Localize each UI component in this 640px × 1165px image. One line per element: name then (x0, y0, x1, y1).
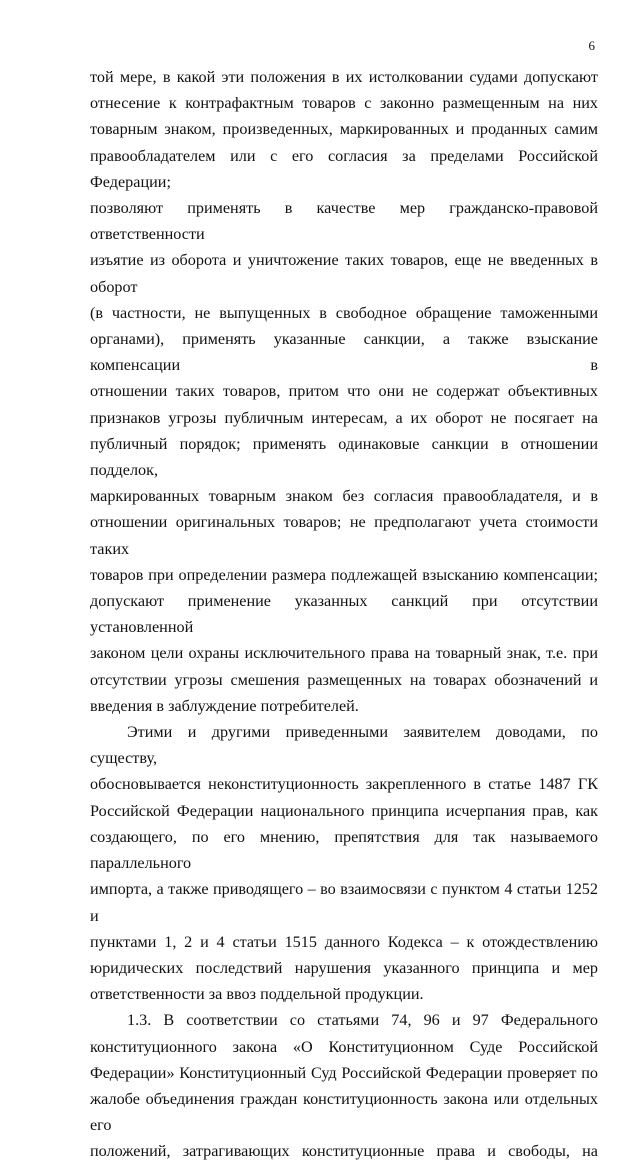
text-line: органами), применять указанные санкции, а также взыскание компенсации в (90, 330, 598, 375)
text-line: 1.3. В соответствии со статьями 74, 96 и 97 Федерального (127, 1011, 598, 1030)
text-line: товаров при определении размера подлежащей взысканию компенсации; (90, 565, 598, 584)
text-line: обосновывается неконституционность закрепленного в статье 1487 ГК (90, 775, 598, 794)
text-line: отношении оригинальных товаров; не предполагают учета стоимости таких (90, 513, 598, 558)
text-line: пунктами 1, 2 и 4 статьи 1515 данного Кодекса – к отождествлению (90, 932, 598, 951)
text-line: маркированных товарным знаком без согласия правообладателя, и в (90, 487, 598, 506)
page-number: 6 (588, 38, 595, 53)
text-line: юридических последствий нарушения указанного принципа и мер (90, 958, 598, 977)
text-line: допускают применение указанных санкций при отсутствии установленной (90, 592, 598, 637)
text-line: товарным знаком, произведенных, маркированных и проданных самим (90, 120, 598, 139)
text-line: создающего, по его мнению, препятствия для так называемого параллельного (90, 827, 598, 873)
text-line: конституционного закона «О Конституционном Суде Российской (90, 1037, 598, 1056)
text-line: введения в заблуждение потребителей. (90, 696, 359, 715)
text-line: законом цели охраны исключительного права на товарный знак, т.е. при (90, 644, 598, 663)
text-line: Этими и другими приведенными заявителем доводами, по существу, (90, 723, 598, 768)
text-line: жалобе объединения граждан конституционность закона или отдельных его (90, 1089, 598, 1135)
text-line: положений, затрагивающих конституционные права и свободы, на (90, 1142, 598, 1161)
text-line: отнесение к контрафактным товаров с законно размещенным на них (90, 94, 598, 113)
text-line: изъятие из оборота и уничтожение таких товаров, еще не введенных в оборот (90, 251, 598, 296)
text-line: отсутствии угрозы смешения размещенных на товарах обозначений и (90, 670, 598, 689)
text-line: Федерации» Конституционный Суд Российской Федерации проверяет по (90, 1063, 598, 1082)
text-line: отношении таких товаров, притом что они не содержат объективных (90, 382, 598, 401)
text-line: правообладателем или с его согласия за пределами Российской Федерации; (90, 146, 598, 191)
text-line: позволяют применять в качестве мер гражданско-правовой ответственности (90, 199, 598, 244)
text-line: той мере, в какой эти положения в их истолковании судами допускают (90, 68, 598, 86)
text-line: Российской Федерации национального принципа исчерпания прав, как (90, 801, 598, 820)
text-line: (в частности, не выпущенных в свободное обращение таможенными (90, 303, 598, 322)
text-line: признаков угрозы публичным интересам, а их оборот не посягает на (90, 408, 598, 427)
text-line: импорта, а также приводящего – во взаимосвязи с пунктом 4 статьи 1252 и (90, 880, 598, 925)
text-line: ответственности за ввоз поддельной продукции. (90, 985, 424, 1004)
text-line: публичный порядок; применять одинаковые санкции в отношении подделок, (90, 434, 598, 480)
document-text (90, 64, 598, 1165)
